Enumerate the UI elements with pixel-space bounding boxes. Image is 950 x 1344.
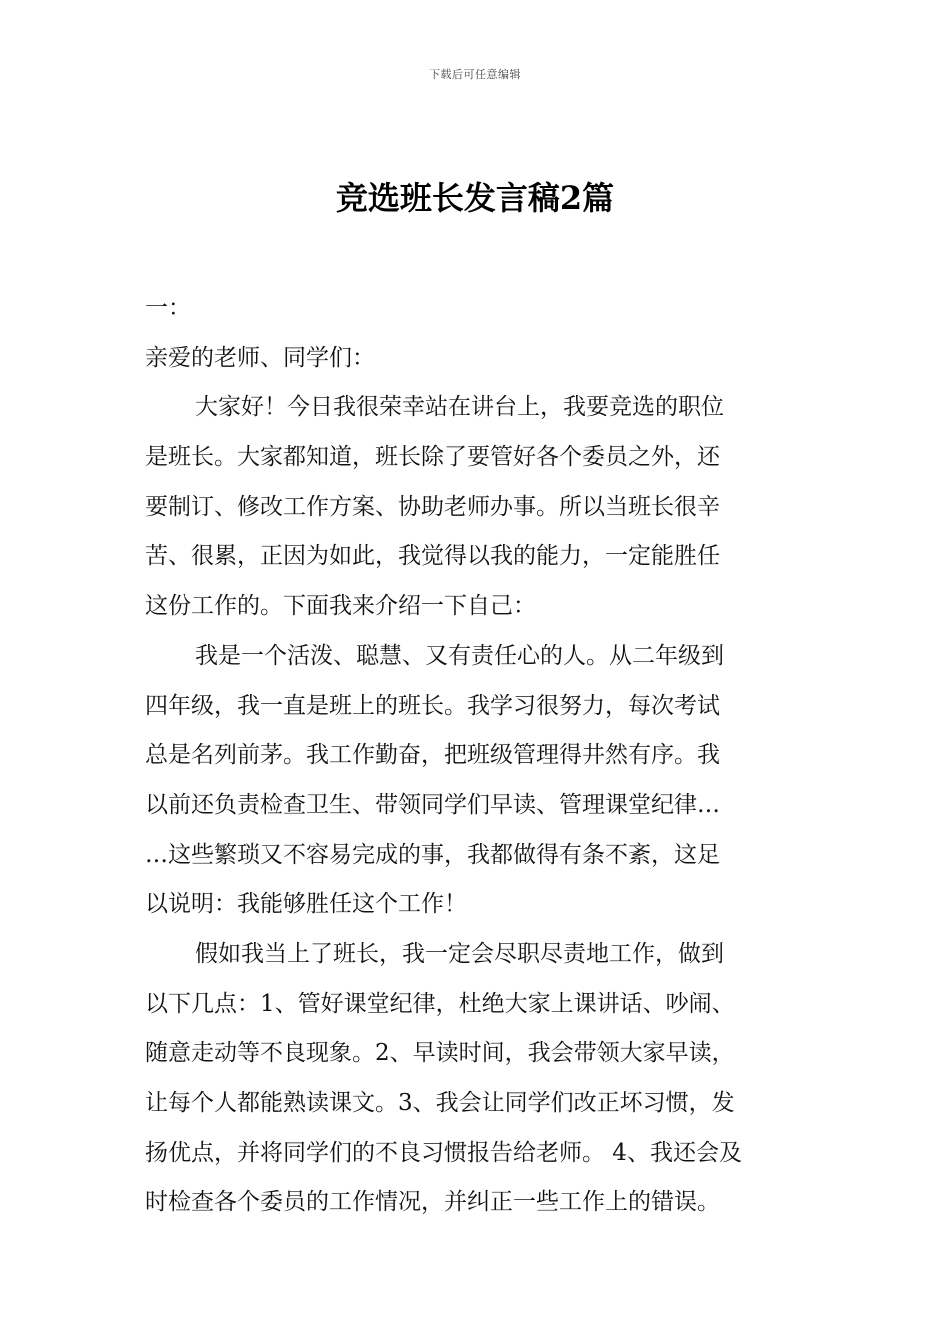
paragraph-line: 扬优点，并将同学们的不良习惯报告给老师。 4、我还会及 [145, 1139, 742, 1166]
paragraph-2 [145, 632, 807, 930]
paragraph-line: 随意走动等不良现象。2、早读时间，我会带领大家早读， [145, 1040, 735, 1067]
paragraph-line: 大家好！今日我很荣幸站在讲台上，我要竞选的职位 [195, 394, 724, 421]
paragraph-line: 是班长。大家都知道，班长除了要管好各个委员之外，还 [145, 444, 720, 471]
paragraph-line: 我是一个活泼、聪慧、又有责任心的人。从二年级到 [195, 642, 724, 669]
paragraph-1 [145, 383, 807, 631]
paragraph-line: 四年级，我一直是班上的班长。我学习很努力，每次考试 [145, 692, 720, 719]
document-title: 竞选班长发言稿2篇 [335, 179, 615, 217]
salutation: 亲爱的老师、同学们： [145, 344, 375, 371]
paragraph-line: 要制订、修改工作方案、协助老师办事。所以当班长很辛 [145, 493, 720, 520]
paragraph-line: 苦、很累，正因为如此，我觉得以我的能力，一定能胜任 [145, 543, 720, 570]
paragraph-line: 以说明：我能够胜任这个工作！ [145, 891, 467, 918]
paragraph-line: 让每个人都能熟读课文。3、我会让同学们改正坏习惯，发 [145, 1090, 735, 1116]
paragraph-line: 以前还负责检查卫生、带领同学们早读、管理课堂纪律… [145, 791, 720, 818]
section-label: 一： [145, 295, 191, 321]
paragraph-line: …这些繁琐又不容易完成的事，我都做得有条不紊，这足 [145, 841, 720, 868]
document-body [145, 284, 807, 1228]
paragraph-3 [145, 930, 807, 1228]
paragraph-line: 以下几点：1、管好课堂纪律，杜绝大家上课讲话、吵闹、 [145, 990, 735, 1017]
paragraph-line: 总是名列前茅。我工作勤奋，把班级管理得井然有序。我 [145, 742, 720, 769]
paragraph-line: 这份工作的。下面我来介绍一下自己： [145, 593, 536, 620]
paragraph-line: 假如我当上了班长，我一定会尽职尽责地工作，做到 [195, 940, 724, 967]
paragraph-line: 时检查各个委员的工作情况，并纠正一些工作上的错误。 [145, 1189, 720, 1216]
header-note: 下载后可任意编辑 [429, 68, 521, 81]
